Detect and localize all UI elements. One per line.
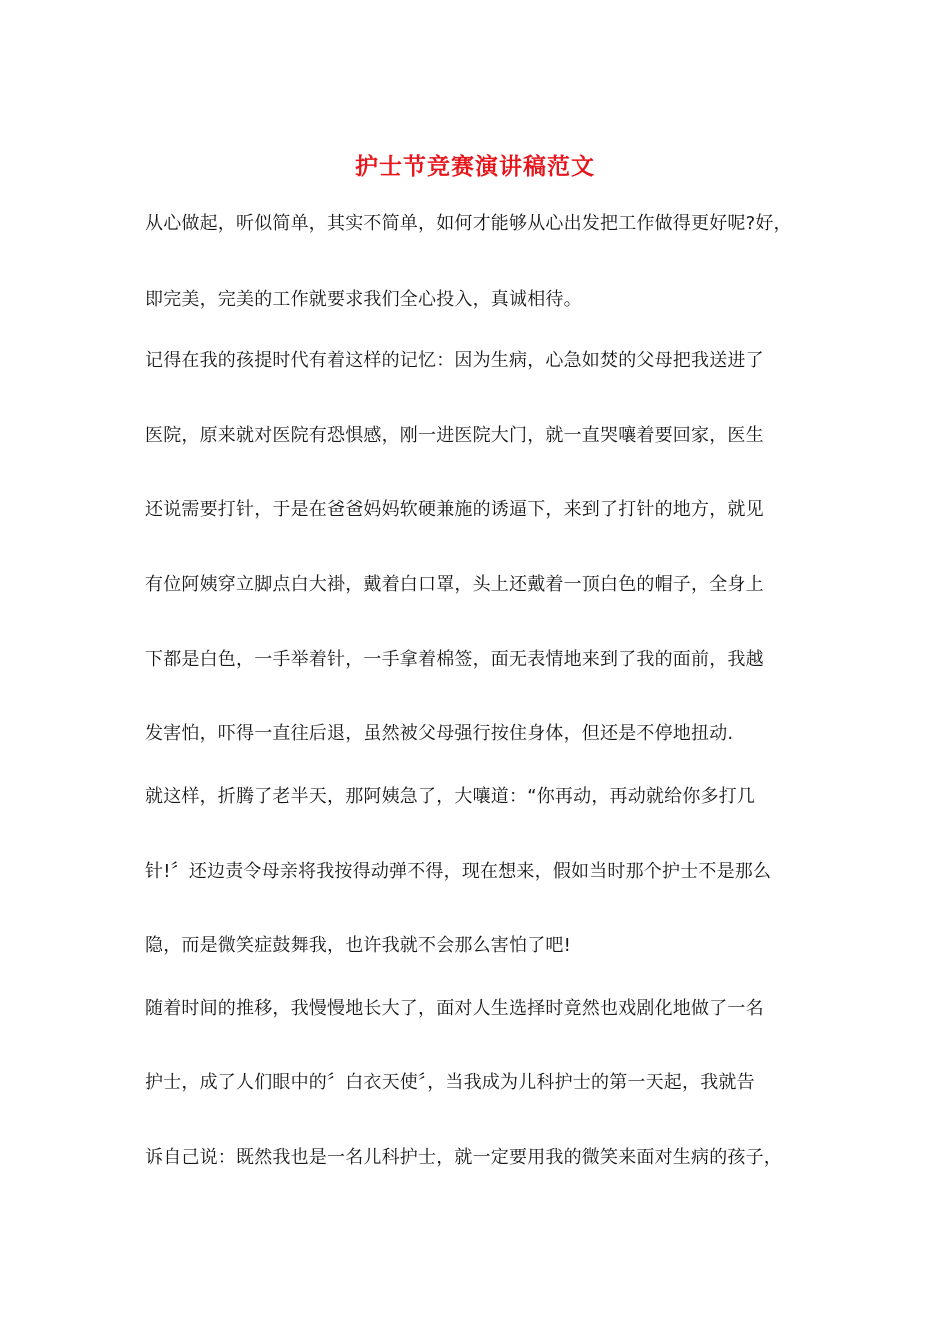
- text-line: 记得在我的孩提时代有着这样的记忆：因为生病，心急如焚的父母把我送进了: [145, 350, 764, 371]
- text-line: 随着时间的推移，我慢慢地长大了，面对人生选择时竟然也戏剧化地做了一名: [145, 998, 764, 1019]
- text-line: 从心做起，听似简单，其实不简单，如何才能够从心出发把工作做得更好呢?好，: [145, 213, 792, 234]
- text-line: 隐，而是微笑症鼓舞我，也许我就不会那么害怕了吧!: [145, 935, 572, 956]
- text-line: 针!〞还边责令母亲将我按得动弹不得，现在想来，假如当时那个护士不是那么: [145, 861, 772, 882]
- text-line: 诉自己说：既然我也是一名儿科护士，就一定要用我的微笑来面对生病的孩子，: [145, 1147, 782, 1168]
- text-line: 下都是白色，一手举着针，一手拿着棉签，面无表情地来到了我的面前，我越: [145, 649, 764, 670]
- text-line: 即完美，完美的工作就要求我们全心投入，真诚相待。: [145, 289, 582, 310]
- text-line: 就这样，折腾了老半天，那阿姨急了，大嚷道：“你再动，再动就给你多打几: [145, 786, 756, 807]
- text-line: 护士，成了人们眼中的〞白衣天使〞，当我成为儿科护士的第一天起，我就告: [145, 1072, 755, 1093]
- text-line: 发害怕，吓得一直往后退，虽然被父母强行按住身体，但还是不停地扭动.: [145, 723, 734, 744]
- text-line: 还说需要打针，于是在爸爸妈妈软硬兼施的诱逼下，来到了打针的地方，就见: [145, 499, 764, 520]
- text-line: 有位阿姨穿立脚点白大褂，戴着白口罩，头上还戴着一顶白色的帽子，全身上: [145, 574, 764, 595]
- text-line: 医院，原来就对医院有恐惧感，刚一进医院大门，就一直哭嚷着要回家，医生: [145, 425, 764, 446]
- document-title: 护士节竞赛演讲稿范文: [355, 153, 595, 180]
